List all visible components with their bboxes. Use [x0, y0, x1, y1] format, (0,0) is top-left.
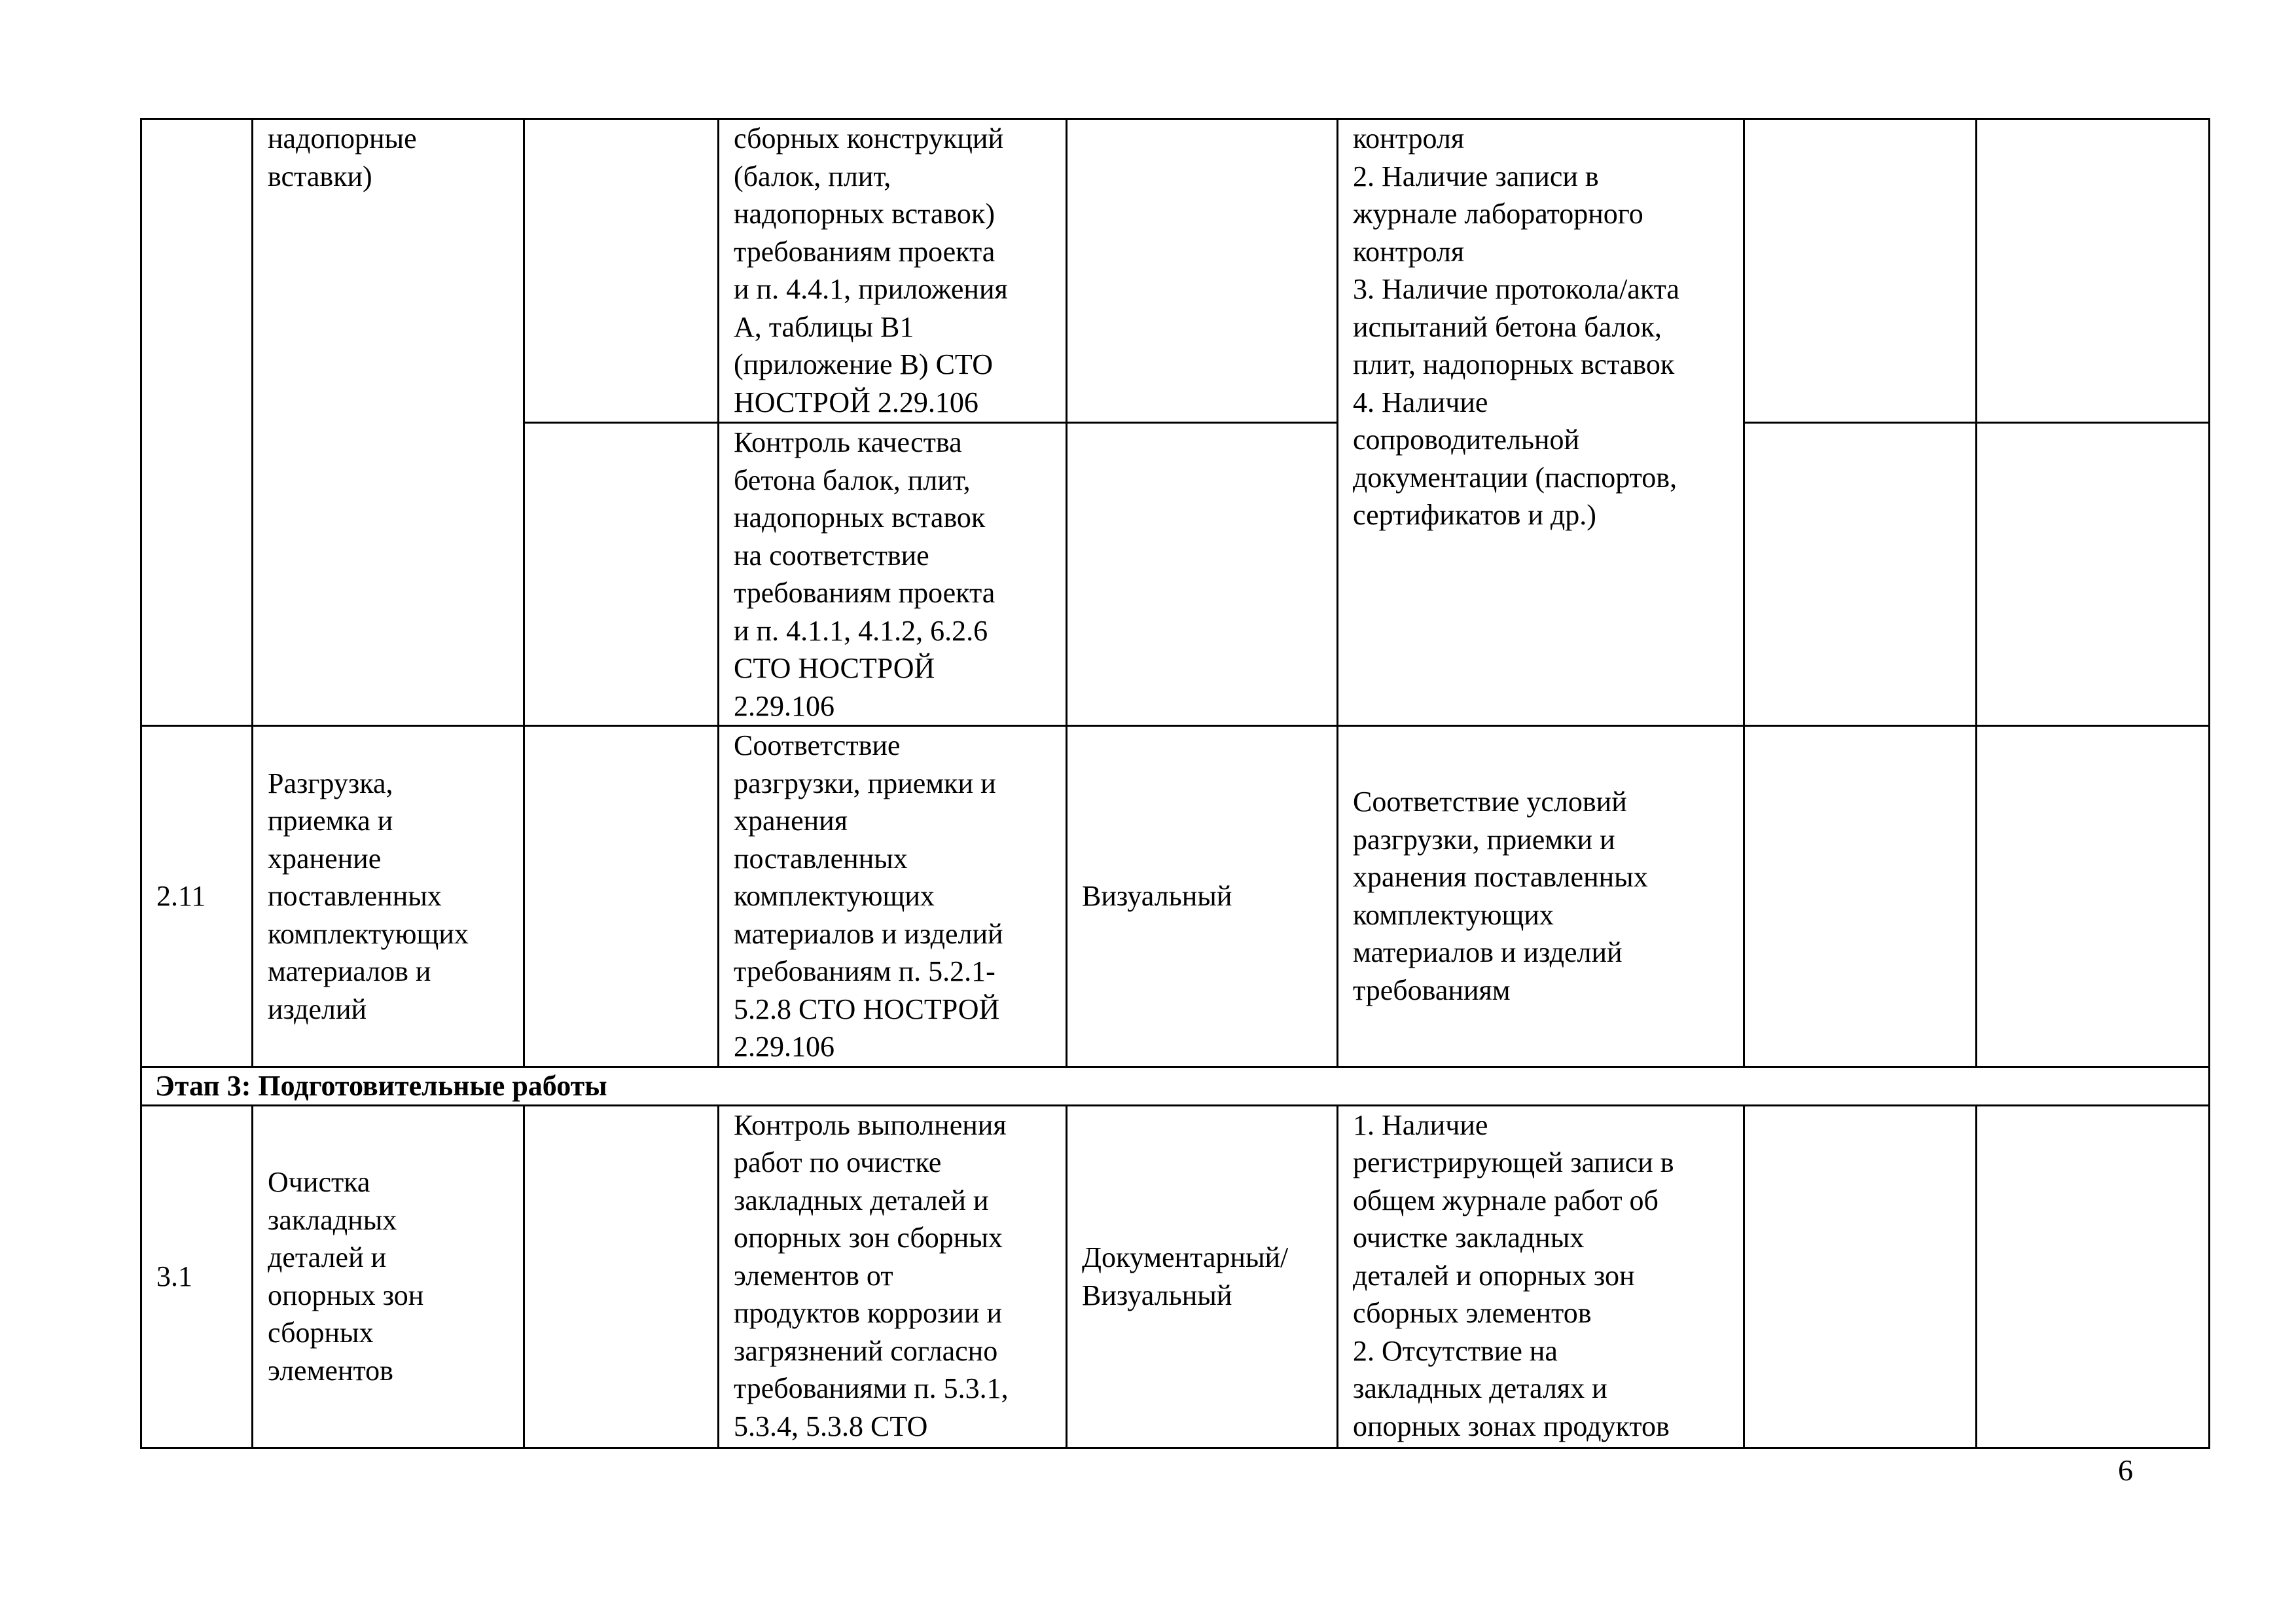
cell-requirement-3-1: Контроль выполнения работ по очистке закладных деталей и опорных зон сборных элементов от продуктов коррозии и загрязнений согласно требованиями п. 5.3.1, 5.3.4, 5.3.8 СТО: [719, 1105, 1067, 1448]
cell-empty-2-10-g: [1744, 119, 1977, 423]
table-row-2-10-cont-a: [141, 119, 2210, 423]
cell-number-3-1: 3.1: [141, 1105, 253, 1448]
cell-empty-3-1-g: [1744, 1105, 1977, 1448]
cell-empty-2-10-h: [1977, 119, 2210, 423]
cell-result-3-1: 1. Наличие регистрирующей записи в общем журнале работ об очистке закладных деталей и опорных зон сборных элементов 2. Отсутствие на закладных деталях и опорных зонах продуктов: [1338, 1105, 1744, 1448]
cell-empty-3-1-h: [1977, 1105, 2210, 1448]
cell-requirement-2-11: Соответствие разгрузки, приемки и хранения поставленных комплектующих материалов и изделий требованиям п. 5.2.1- 5.2.8 СТО НОСТРОЙ 2.29.106: [719, 726, 1067, 1067]
cell-empty-2-10-b: [524, 423, 719, 726]
table-row-stage-3: [141, 1067, 2210, 1105]
control-table: [140, 118, 2210, 1449]
cell-empty-2-11-c: [524, 726, 719, 1067]
cell-empty-2-11-g: [1744, 726, 1977, 1067]
cell-empty-2-10-g2: [1744, 423, 1977, 726]
cell-number-2-10: [141, 119, 253, 726]
cell-name-2-10: надопорные вставки): [253, 119, 524, 726]
cell-empty-2-10-a: [524, 119, 719, 423]
stage-3-header: Этап 3: Подготовительные работы: [141, 1067, 2210, 1105]
cell-method-2-10-a: [1067, 119, 1338, 423]
table-row-2-11: [141, 726, 2210, 1067]
cell-empty-2-10-h2: [1977, 423, 2210, 726]
cell-requirement-2-10-b: Контроль качества бетона балок, плит, надопорных вставок на соответствие требованиям проекта и п. 4.1.1, 4.1.2, 6.2.6 СТО НОСТРОЙ 2.29.106: [719, 423, 1067, 726]
table-row-3-1: [141, 1105, 2210, 1448]
cell-method-2-11: Визуальный: [1067, 726, 1338, 1067]
cell-empty-3-1-c: [524, 1105, 719, 1448]
page-number: 6: [2118, 1453, 2133, 1487]
cell-result-2-11: Соответствие условий разгрузки, приемки и хранения поставленных комплектующих материалов и изделий требованиям: [1338, 726, 1744, 1067]
cell-number-2-11: 2.11: [141, 726, 253, 1067]
cell-name-2-11: Разгрузка, приемка и хранение поставленных комплектующих материалов и изделий: [253, 726, 524, 1067]
cell-method-2-10-b: [1067, 423, 1338, 726]
cell-requirement-2-10-a: сборных конструкций (балок, плит, надопорных вставок) требованиям проекта и п. 4.4.1, приложения А, таблицы В1 (приложение В) СТО НОСТРОЙ 2.29.106: [719, 119, 1067, 423]
cell-method-3-1: Документарный/ Визуальный: [1067, 1105, 1338, 1448]
cell-empty-2-11-h: [1977, 726, 2210, 1067]
cell-name-3-1: Очистка закладных деталей и опорных зон сборных элементов: [253, 1105, 524, 1448]
cell-result-2-10: контроля 2. Наличие записи в журнале лабораторного контроля 3. Наличие протокола/акта испытаний бетона балок, плит, надопорных вставок 4. Наличие сопроводительной документации (паспортов, сертификатов и др.): [1338, 119, 1744, 726]
